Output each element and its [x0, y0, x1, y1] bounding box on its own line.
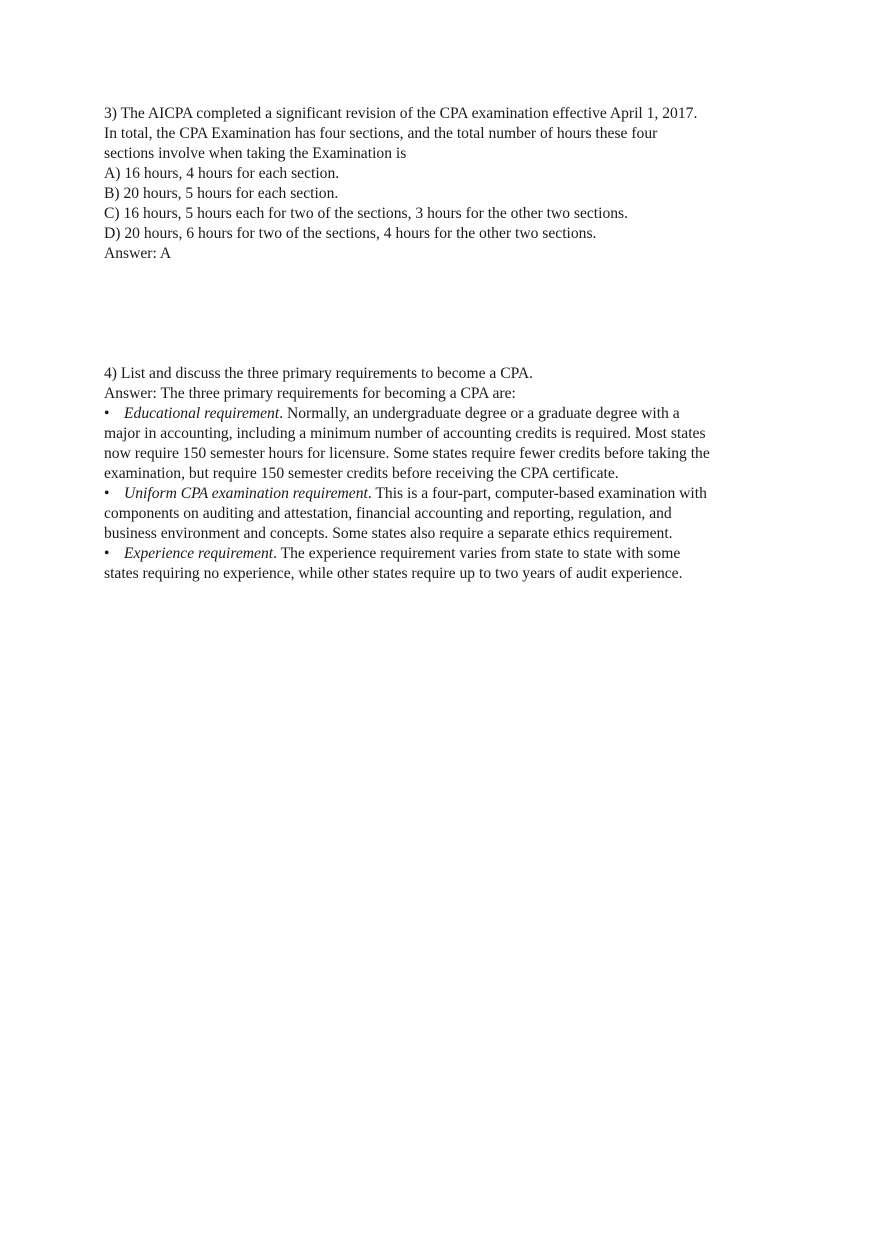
- question-3-option-c: C) 16 hours, 5 hours each for two of the sections, 3 hours for the other two sections.: [104, 205, 629, 222]
- requirement-text: . This is a four-part, computer-based examination with: [367, 485, 707, 502]
- requirement-first-line: [104, 544, 804, 564]
- bullet-icon: •: [104, 405, 110, 422]
- requirement-exam: [104, 484, 804, 544]
- question-3: [104, 104, 804, 264]
- question-4-stem: 4) List and discuss the three primary requirements to become a CPA.: [104, 365, 534, 382]
- question-3-stem-line: In total, the CPA Examination has four sections, and the total number of hours these four: [104, 125, 658, 142]
- requirement-title: Educational requirement: [124, 405, 280, 422]
- requirement-first-line: [104, 484, 804, 504]
- bullet-icon: •: [104, 485, 110, 502]
- question-3-option-a: A) 16 hours, 4 hours for each section.: [104, 165, 340, 182]
- requirement-experience: [104, 544, 804, 584]
- requirement-text-line: now require 150 semester hours for licensure. Some states require fewer credits before taking the: [104, 445, 710, 462]
- question-4: [104, 364, 804, 584]
- requirement-title: Experience requirement: [124, 545, 274, 562]
- question-3-option-d: D) 20 hours, 6 hours for two of the sections, 4 hours for the other two sections.: [104, 225, 597, 242]
- question-3-option-b: B) 20 hours, 5 hours for each section.: [104, 185, 339, 202]
- requirement-text-line: major in accounting, including a minimum number of accounting credits is required. Most states: [104, 425, 706, 442]
- bullet-icon: •: [104, 545, 110, 562]
- requirement-text: . The experience requirement varies from state to state with some: [273, 545, 681, 562]
- requirement-text-line: business environment and concepts. Some states also require a separate ethics requirement.: [104, 525, 673, 542]
- requirement-text: . Normally, an undergraduate degree or a graduate degree with a: [279, 405, 680, 422]
- requirement-educational: [104, 404, 804, 484]
- question-3-stem-line: sections involve when taking the Examination is: [104, 145, 407, 162]
- requirement-title: Uniform CPA examination requirement: [124, 485, 368, 502]
- question-3-stem-line: 3) The AICPA completed a significant revision of the CPA examination effective April 1, 2017.: [104, 105, 698, 122]
- question-3-answer: Answer: A: [104, 245, 172, 262]
- question-4-answer-intro: Answer: The three primary requirements for becoming a CPA are:: [104, 385, 516, 402]
- requirement-text-line: components on auditing and attestation, financial accounting and reporting, regulation, and: [104, 505, 672, 522]
- requirement-first-line: [104, 404, 804, 424]
- requirement-text-line: states requiring no experience, while other states require up to two years of audit experience.: [104, 565, 683, 582]
- requirement-text-line: examination, but require 150 semester credits before receiving the CPA certificate.: [104, 465, 619, 482]
